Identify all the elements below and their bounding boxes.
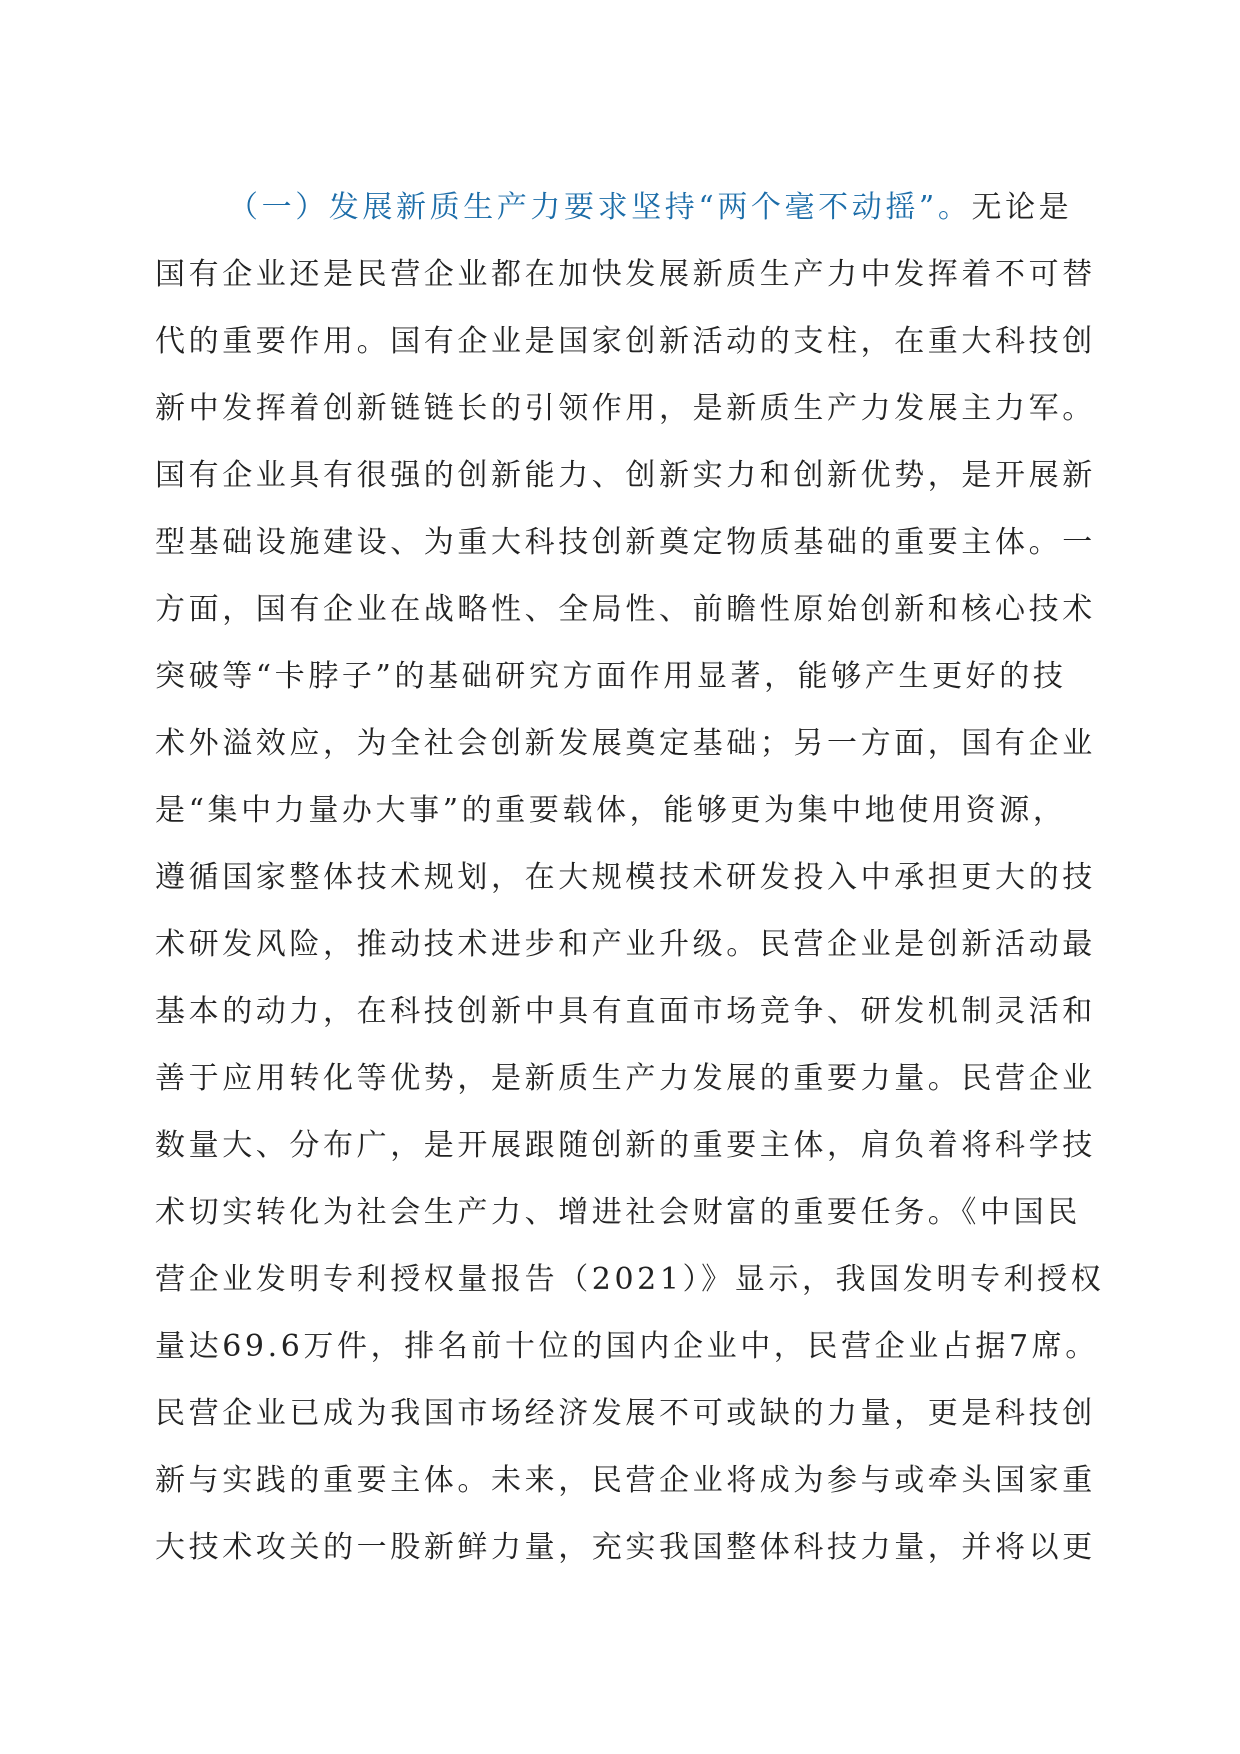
paragraph-line: 术切实转化为社会生产力、增进社会财富的重要任务。《中国民: [155, 1195, 1081, 1230]
paragraph-line: 新与实践的重要主体。未来，民营企业将成为参与或牵头国家重: [155, 1463, 1096, 1498]
paragraph-line: 数量大、分布广，是开展跟随创新的重要主体，肩负着将科学技: [155, 1128, 1096, 1163]
paragraph-line: 新中发挥着创新链链长的引领作用，是新质生产力发展主力军。: [155, 391, 1096, 426]
paragraph-first-line: [155, 188, 1075, 255]
body-paragraph: [155, 188, 1105, 1595]
section-heading: （一）发展新质生产力要求坚持“两个毫不动摇”。: [228, 190, 972, 225]
paragraph-line: 民营企业已成为我国市场经济发展不可或缺的力量，更是科技创: [155, 1396, 1096, 1431]
paragraph-line: 国有企业还是民营企业都在加快发展新质生产力中发挥着不可替: [155, 257, 1096, 292]
paragraph-line: 是“集中力量办大事”的重要载体，能够更为集中地使用资源，: [155, 793, 1067, 828]
paragraph-line: 善于应用转化等优势，是新质生产力发展的重要力量。民营企业: [155, 1061, 1096, 1096]
paragraph-line: 突破等“卡脖子”的基础研究方面作用显著，能够产生更好的技: [155, 659, 1067, 694]
paragraph-line: 术外溢效应，为全社会创新发展奠定基础；另一方面，国有企业: [155, 726, 1096, 761]
paragraph-line: 代的重要作用。国有企业是国家创新活动的支柱，在重大科技创: [155, 324, 1096, 359]
paragraph-line: 量达69.6万件，排名前十位的国内企业中，民营企业占据7席。: [155, 1329, 1099, 1364]
first-line-text: 无论是: [971, 190, 1073, 225]
paragraph-line: 方面，国有企业在战略性、全局性、前瞻性原始创新和核心技术: [155, 592, 1096, 627]
paragraph-line: 遵循国家整体技术规划，在大规模技术研发投入中承担更大的技: [155, 860, 1096, 895]
paragraph-line: 型基础设施建设、为重大科技创新奠定物质基础的重要主体。一: [155, 525, 1096, 560]
paragraph-line: 营企业发明专利授权量报告（2021）》显示，我国发明专利授权: [155, 1262, 1105, 1297]
paragraph-line: 国有企业具有很强的创新能力、创新实力和创新优势，是开展新: [155, 458, 1096, 493]
paragraph-line: 基本的动力，在科技创新中具有直面市场竞争、研发机制灵活和: [155, 994, 1096, 1029]
paragraph-line: 术研发风险，推动技术进步和产业升级。民营企业是创新活动最: [155, 927, 1096, 962]
paragraph-line: 大技术攻关的一股新鲜力量，充实我国整体科技力量，并将以更: [155, 1530, 1096, 1565]
